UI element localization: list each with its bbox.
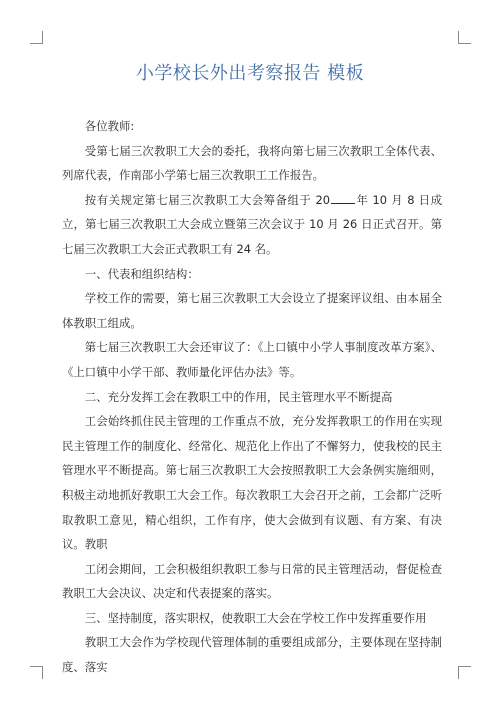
document-body [62, 114, 442, 680]
crop-mark-top-right [458, 31, 471, 44]
salutation: 各位教师: [84, 119, 135, 133]
paragraph-1: 受第七届三次教职工大会的委托，我将向第七届三次教职工全体代表、列席代表，作南邵小学第七届三次教职工工作报告。 [62, 143, 442, 183]
paragraph-3: 学校工作的需要，第七届三次教职工大会设立了提案评议组、由本届全体教职工组成。 [62, 291, 442, 330]
section-heading-3: 三、坚持制度，落实职权，使教职工大会在学校工作中发挥重要作用 [84, 610, 427, 625]
section-heading-1: 一、代表和组织结构： [84, 266, 199, 281]
paragraph-2 [62, 188, 442, 262]
paragraph-2-end: 年 10 月 8 日成立，第七届三次教职工大会成立暨第三次会议于 10 月 26 日正式召开。第七届三次教职工大会正式教职工有 24 名。 [62, 192, 442, 256]
document-title: 小学校长外出考察报告 模板 [135, 63, 365, 84]
paragraph-2-start: 按有关规定第七届三次教职工大会筹备组于 20 [84, 192, 330, 207]
crop-mark-bottom-left [30, 666, 43, 679]
paragraph-4: 第七届三次教职工大会还审议了：《上口镇中小学人事制度改革方案》、《上口镇中小学干部、教师量化评估办法》等。 [62, 340, 442, 379]
section-heading-2: 二、充分发挥工会在教职工中的作用，民主管理水平不断提高 [84, 389, 393, 404]
crop-mark-bottom-right [458, 666, 471, 679]
paragraph-6: 工闭会期间，工会积极组织教职工参与日常的民主管理活动，督促检查教职工大会决议、决定和代表提案的落实。 [62, 561, 442, 601]
year-blank [331, 192, 355, 204]
paragraph-5: 工会始终抓住民主管理的工作重点不放，充分发挥教职工的作用在实现民主管理工作的制度化、经常化、规范化上作出了不懈努力，使我校的民主管理水平不断提高。第七届三次教职工大会按照教职工大会条例实施细则，积极主动地抓好教职工大会工作。每次教职工大会召开之前，工会都广泛听取教职工意见，精心组织，工作有序，使大会做到有议题、有方案、有决议。教职 [62, 414, 442, 552]
crop-mark-top-left [30, 31, 43, 44]
paragraph-7: 教职工大会作为学校现代管理体制的重要组成部分，主要体现在坚持制度、落实 [62, 635, 442, 675]
